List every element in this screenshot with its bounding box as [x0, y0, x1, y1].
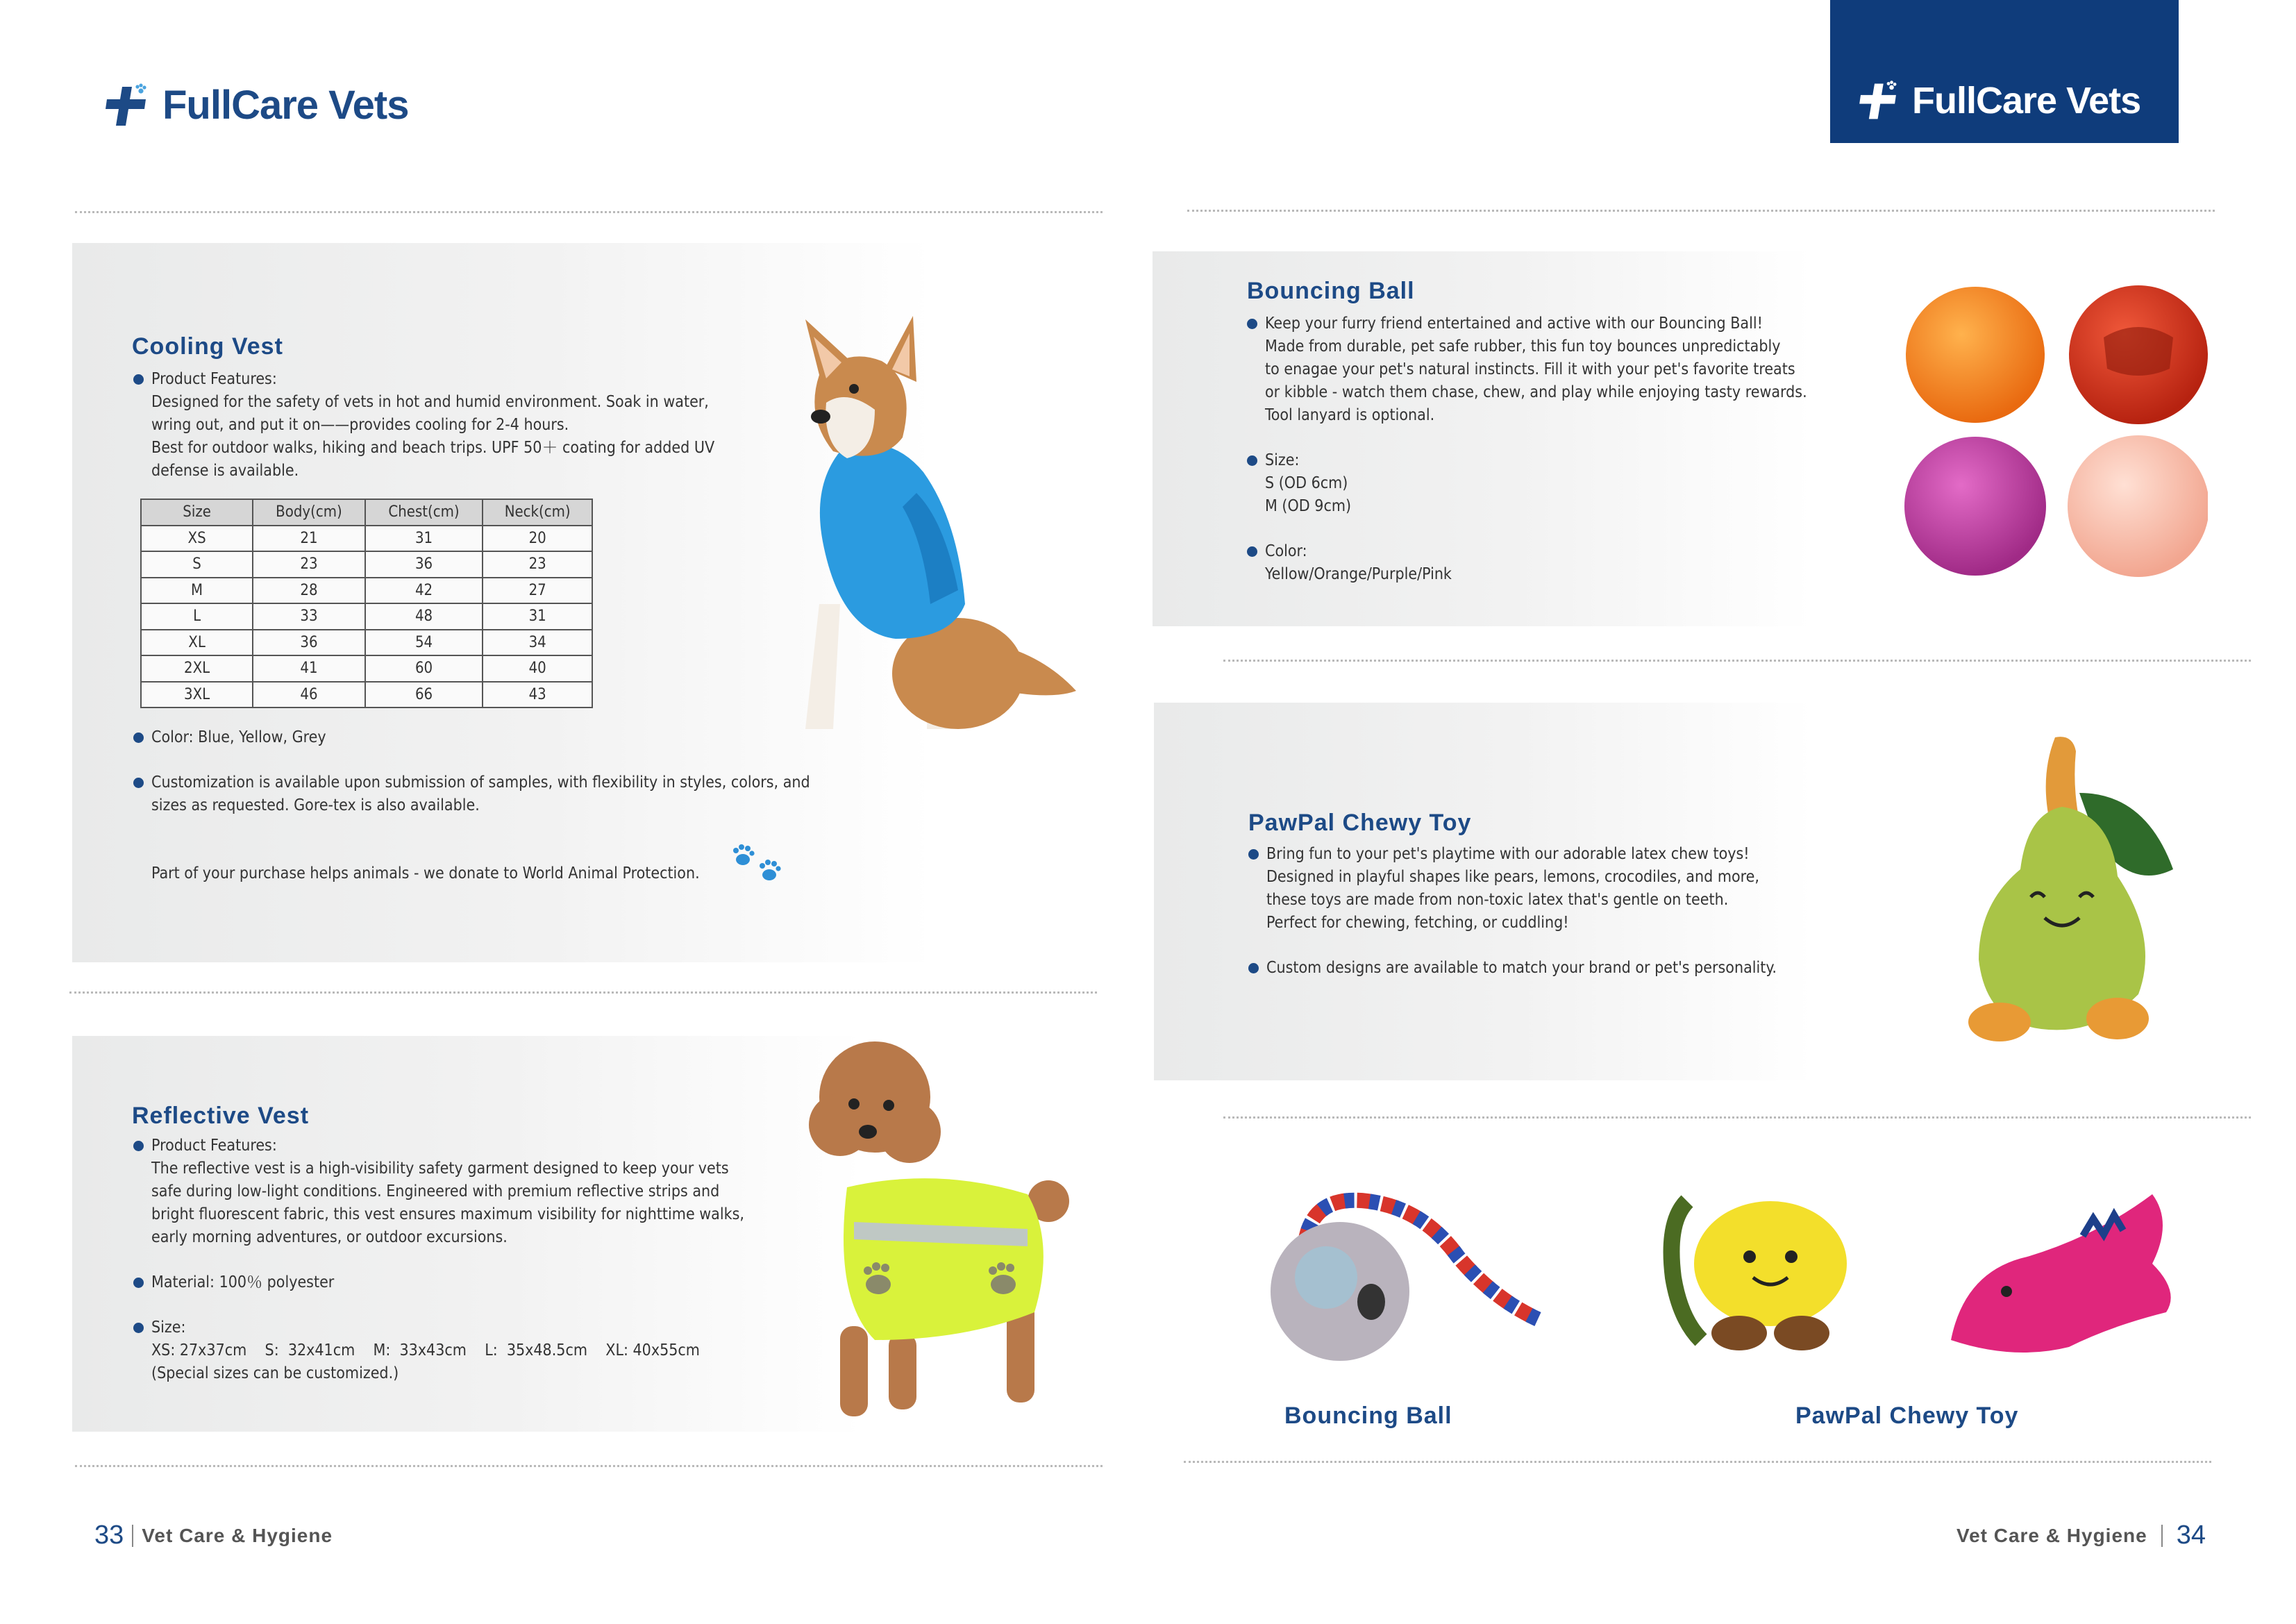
table-cell: 2XL	[141, 655, 253, 682]
table-cell: L	[141, 603, 253, 630]
chewy-toy-title: PawPal Chewy Toy	[1248, 810, 1472, 836]
pink-ball	[2068, 435, 2208, 577]
table-cell: 60	[365, 655, 483, 682]
custom-line: sizes as requested. Gore-tex is also available.	[151, 796, 480, 814]
table-cell: 31	[483, 603, 592, 630]
crocodile-chew-toy-image	[1944, 1180, 2180, 1361]
features-line: safe during low-light conditions. Engineered with premium reflective strips and	[151, 1182, 720, 1200]
orange-ball	[1906, 287, 2045, 423]
table-cell: 42	[365, 578, 483, 604]
donation-note: Part of your purchase helps animals - we donate to World Animal Protection.	[151, 864, 700, 882]
description-line: Designed in playful shapes like pears, lemons, crocodiles, and more,	[1266, 868, 1759, 886]
material-bullet: Material: 100％ polyester	[133, 1271, 883, 1294]
purple-ball	[1904, 437, 2046, 576]
table-cell: 3XL	[141, 682, 253, 708]
divider	[75, 1465, 1103, 1467]
table-cell: XS	[141, 526, 253, 552]
cooling-vest-lower-text	[133, 726, 918, 817]
cross-paw-icon	[104, 83, 156, 128]
chewy-caption: PawPal Chewy Toy	[1795, 1403, 2019, 1429]
reflective-vest-text	[133, 1135, 883, 1385]
table-header-row	[141, 499, 592, 526]
reflective-vest-title: Reflective Vest	[132, 1103, 310, 1129]
table-cell: 40	[483, 655, 592, 682]
brand-name: FullCare Vets	[1912, 80, 2141, 122]
table-row	[141, 578, 592, 604]
features-line: defense is available.	[151, 462, 299, 480]
table-cell: 31	[365, 526, 483, 552]
column-header: Neck(cm)	[483, 499, 592, 526]
color-bullet: Color: Blue, Yellow, Grey	[133, 726, 918, 749]
table-cell: XL	[141, 630, 253, 656]
ball-caption: Bouncing Ball	[1284, 1403, 1452, 1429]
features-line: Best for outdoor walks, hiking and beach trips. UPF 50＋ coating for added UV	[151, 439, 715, 457]
size-bullet	[1247, 449, 1872, 518]
footer-separator	[2161, 1525, 2163, 1547]
poodle-reflective-vest-image	[798, 1035, 1083, 1423]
description-bullet	[1248, 843, 1873, 935]
chewy-toy-text	[1248, 843, 1873, 980]
size-line: M (OD 9cm)	[1265, 497, 1352, 515]
size-line: S (OD 6cm)	[1265, 474, 1348, 492]
table-cell: 33	[253, 603, 365, 630]
size-chart-table	[140, 499, 593, 708]
cooling-vest-title: Cooling Vest	[132, 333, 283, 360]
color-bullet	[1247, 540, 1872, 586]
divider	[1223, 1116, 2251, 1119]
table-cell: 23	[483, 551, 592, 578]
table-row	[141, 603, 592, 630]
table-row	[141, 682, 592, 708]
table-cell: 41	[253, 655, 365, 682]
lemon-chew-toy-image	[1659, 1180, 1861, 1361]
table-cell: 28	[253, 578, 365, 604]
features-line: The reflective vest is a high-visibility safety garment designed to keep your vets	[151, 1160, 729, 1178]
features-line: Designed for the safety of vets in hot and humid environment. Soak in water,	[151, 393, 709, 411]
section-name: Vet Care & Hygiene	[1956, 1524, 2147, 1546]
features-line: wring out, and put it on——provides cooling for 2-4 hours.	[151, 416, 569, 434]
table-cell: 21	[253, 526, 365, 552]
column-header: Body(cm)	[253, 499, 365, 526]
divider	[1223, 660, 2251, 662]
footer-right	[1956, 1521, 2206, 1550]
table-cell: 54	[365, 630, 483, 656]
table-cell: 66	[365, 682, 483, 708]
description-line: Keep your furry friend entertained and active with our Bouncing Ball!	[1265, 315, 1763, 333]
custom-line: Customization is available upon submission of samples, with flexibility in styles, colors, and	[151, 773, 810, 792]
bouncing-ball-text	[1247, 312, 1872, 586]
description-line: Made from durable, pet safe rubber, this fun toy bounces unpredictably	[1265, 337, 1781, 355]
size-line: XS: 27x37cm S: 32x41cm M: 33x43cm L: 35x48.5cm XL: 40x55cm	[151, 1341, 700, 1359]
description-line: Tool lanyard is optional.	[1265, 406, 1435, 424]
brand-name: FullCare Vets	[162, 83, 409, 128]
page-number: 34	[2176, 1521, 2206, 1550]
brand-logo-left	[104, 82, 408, 128]
table-cell: 27	[483, 578, 592, 604]
color-value: Yellow/Orange/Purple/Pink	[1265, 565, 1452, 583]
cross-paw-icon	[1858, 80, 1905, 122]
divider	[69, 991, 1097, 994]
description-line: to enagae your pet's natural instincts. Fill it with your pet's favorite treats	[1265, 360, 1795, 378]
table-row	[141, 630, 592, 656]
features-line: bright fluorescent fabric, this vest ensures maximum visibility for nighttime walks,	[151, 1205, 744, 1223]
page-number: 33	[94, 1521, 124, 1550]
custom-bullet: Custom designs are available to match your brand or pet's personality.	[1248, 957, 1873, 980]
ball-with-rope-image	[1264, 1180, 1548, 1368]
table-row	[141, 655, 592, 682]
table-row	[141, 526, 592, 552]
divider	[75, 211, 1103, 213]
features-heading: Product Features:	[151, 370, 277, 388]
color-heading: Color:	[1265, 542, 1307, 560]
table-cell: M	[141, 578, 253, 604]
description-bullet	[1247, 312, 1872, 427]
description-line: Perfect for chewing, fetching, or cuddling!	[1266, 914, 1569, 932]
table-cell: 48	[365, 603, 483, 630]
table-cell: S	[141, 551, 253, 578]
features-heading: Product Features:	[151, 1137, 277, 1155]
table-cell: 43	[483, 682, 592, 708]
description-line: these toys are made from non-toxic latex that's gentle on teeth.	[1266, 891, 1729, 909]
features-line: early morning adventures, or outdoor excursions.	[151, 1228, 508, 1246]
divider	[1184, 1461, 2211, 1463]
pear-chew-toy-image	[1951, 730, 2180, 1057]
table-cell: 36	[365, 551, 483, 578]
size-heading: Size:	[151, 1319, 186, 1337]
features-bullet	[133, 1135, 883, 1249]
section-name: Vet Care & Hygiene	[142, 1524, 333, 1546]
divider	[1187, 210, 2215, 212]
description-line: Bring fun to your pet's playtime with our adorable latex chew toys!	[1266, 845, 1750, 863]
table-row	[141, 551, 592, 578]
table-cell: 36	[253, 630, 365, 656]
size-bullet	[133, 1316, 883, 1385]
column-header: Chest(cm)	[365, 499, 483, 526]
bouncing-ball-title: Bouncing Ball	[1247, 278, 1415, 304]
bouncing-balls-image	[1902, 282, 2208, 580]
table-cell: 34	[483, 630, 592, 656]
table-cell: 20	[483, 526, 592, 552]
paw-prints-icon	[730, 842, 789, 887]
brand-logo-right	[1858, 79, 2140, 122]
corgi-cooling-vest-image	[757, 312, 1083, 736]
footer-separator	[132, 1525, 133, 1547]
footer-left	[94, 1521, 333, 1550]
description-line: or kibble - watch them chase, chew, and play while enjoying tasty rewards.	[1265, 383, 1807, 401]
table-cell: 46	[253, 682, 365, 708]
column-header: Size	[141, 499, 253, 526]
size-heading: Size:	[1265, 451, 1300, 469]
table-cell: 23	[253, 551, 365, 578]
size-note: (Special sizes can be customized.)	[151, 1364, 399, 1382]
customization-bullet	[133, 771, 918, 817]
